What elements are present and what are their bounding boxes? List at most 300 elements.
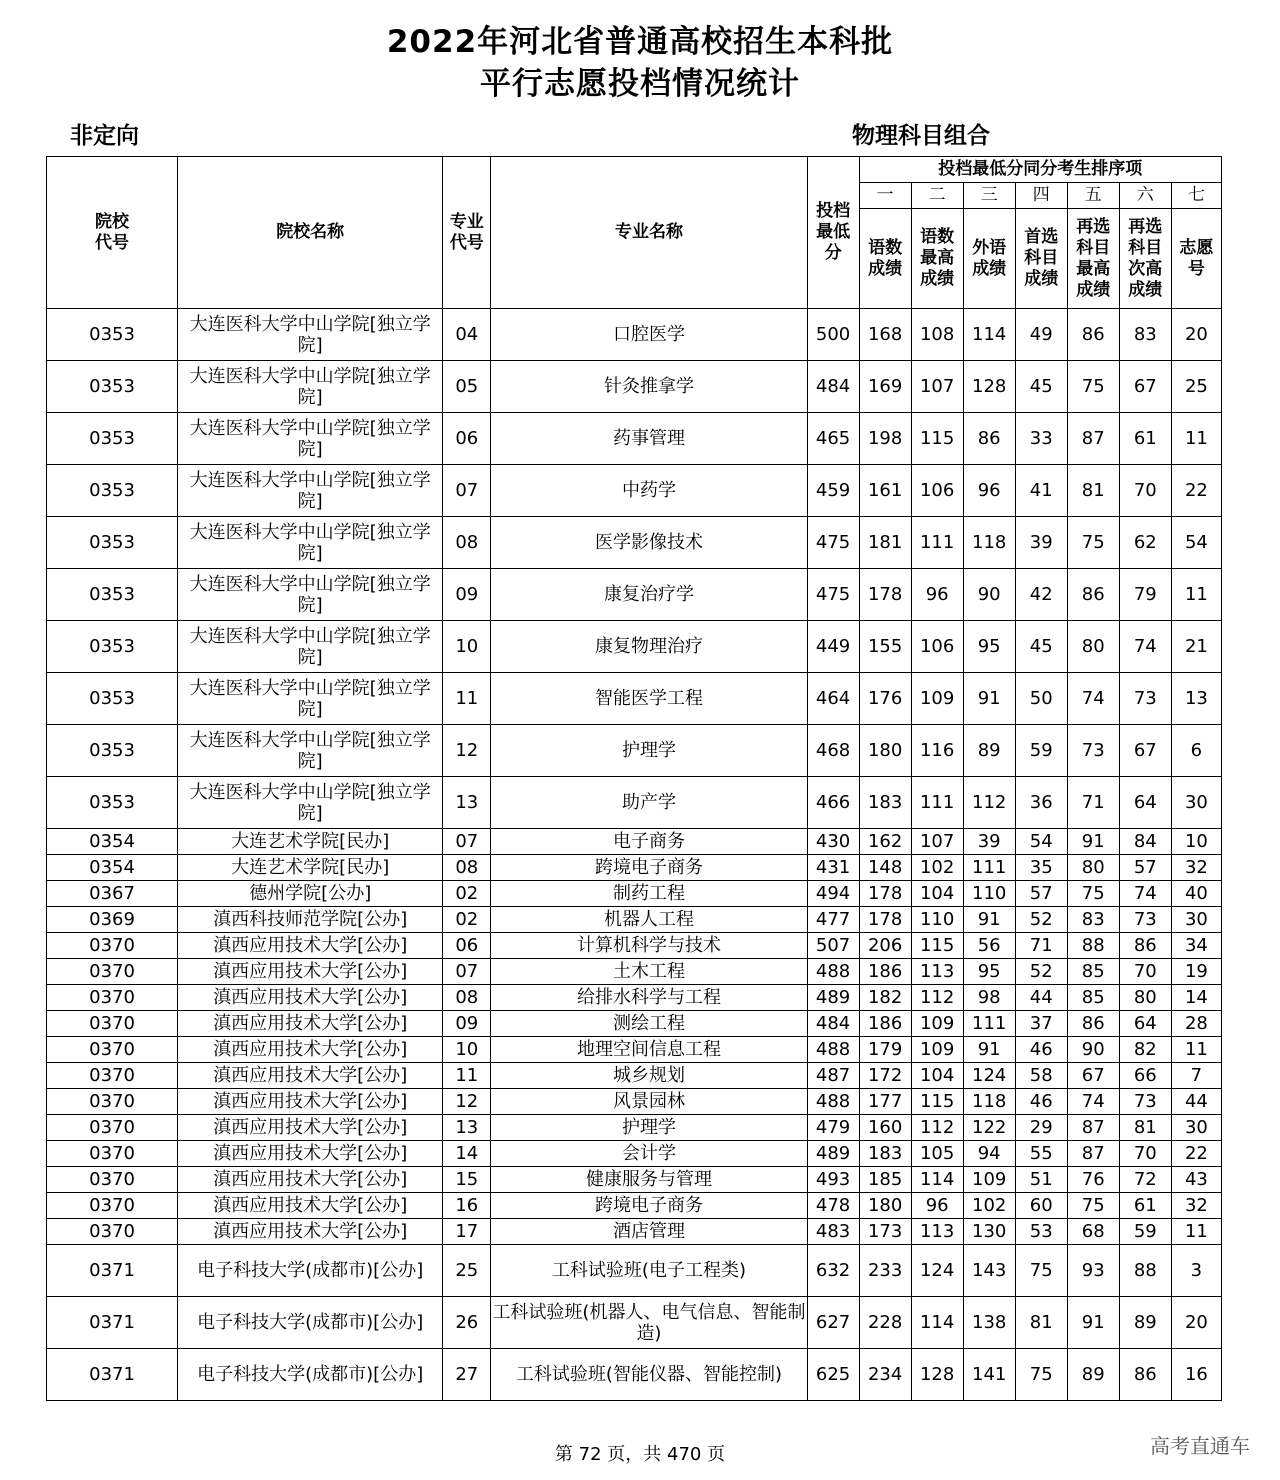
cell-first-subject: 75 <box>1015 1349 1067 1401</box>
cell-chinese-math: 180 <box>859 725 911 777</box>
cell-second-subject-next: 66 <box>1119 1063 1171 1089</box>
cell-foreign-language: 130 <box>963 1219 1015 1245</box>
cell-min-score: 487 <box>807 1063 859 1089</box>
header-criterion-6: 再选科目次高成绩 <box>1119 209 1171 309</box>
header-major-name: 专业名称 <box>491 157 807 309</box>
cell-major-name: 护理学 <box>491 1115 807 1141</box>
cell-first-subject: 52 <box>1015 959 1067 985</box>
table-row <box>47 1245 1222 1297</box>
table-row <box>47 309 1222 361</box>
cell-first-subject: 37 <box>1015 1011 1067 1037</box>
cell-major-code: 09 <box>443 569 491 621</box>
table-row <box>47 621 1222 673</box>
cell-first-subject: 35 <box>1015 855 1067 881</box>
cell-school-code: 0353 <box>47 673 178 725</box>
cell-second-subject-next: 86 <box>1119 1349 1171 1401</box>
cell-first-subject: 54 <box>1015 829 1067 855</box>
table-row <box>47 1297 1222 1349</box>
cell-chinese-math-max: 115 <box>911 413 963 465</box>
header-rank-3: 三 <box>963 183 1015 209</box>
cell-major-code: 26 <box>443 1297 491 1349</box>
cell-major-name: 康复治疗学 <box>491 569 807 621</box>
cell-min-score: 449 <box>807 621 859 673</box>
header-criterion-2: 语数最高成绩 <box>911 209 963 309</box>
cell-major-code: 06 <box>443 933 491 959</box>
cell-chinese-math: 179 <box>859 1037 911 1063</box>
cell-min-score: 477 <box>807 907 859 933</box>
cell-preference-no: 6 <box>1171 725 1221 777</box>
cell-second-subject-next: 70 <box>1119 1141 1171 1167</box>
cell-school-name: 大连医科大学中山学院[独立学院] <box>178 725 443 777</box>
cell-second-subject-next: 89 <box>1119 1297 1171 1349</box>
cell-preference-no: 30 <box>1171 777 1221 829</box>
header-criterion-3: 外语成绩 <box>963 209 1015 309</box>
cell-second-subject-next: 72 <box>1119 1167 1171 1193</box>
cell-foreign-language: 39 <box>963 829 1015 855</box>
cell-school-code: 0353 <box>47 517 178 569</box>
cell-first-subject: 44 <box>1015 985 1067 1011</box>
cell-chinese-math: 172 <box>859 1063 911 1089</box>
header-school-code: 院校代号 <box>47 157 178 309</box>
cell-school-name: 电子科技大学(成都市)[公办] <box>178 1297 443 1349</box>
cell-school-code: 0367 <box>47 881 178 907</box>
cell-second-subject-next: 74 <box>1119 881 1171 907</box>
admission-table <box>46 156 1222 1401</box>
cell-major-name: 地理空间信息工程 <box>491 1037 807 1063</box>
cell-major-code: 07 <box>443 959 491 985</box>
cell-major-name: 给排水科学与工程 <box>491 985 807 1011</box>
cell-second-subject-max: 75 <box>1067 1193 1119 1219</box>
header-rank-5: 五 <box>1067 183 1119 209</box>
table-row <box>47 1089 1222 1115</box>
cell-preference-no: 54 <box>1171 517 1221 569</box>
header-major-code: 专业代号 <box>443 157 491 309</box>
header-rank-4: 四 <box>1015 183 1067 209</box>
cell-preference-no: 7 <box>1171 1063 1221 1089</box>
cell-second-subject-next: 81 <box>1119 1115 1171 1141</box>
cell-min-score: 484 <box>807 1011 859 1037</box>
cell-chinese-math-max: 106 <box>911 621 963 673</box>
cell-second-subject-next: 61 <box>1119 413 1171 465</box>
cell-school-code: 0370 <box>47 1141 178 1167</box>
cell-second-subject-next: 70 <box>1119 465 1171 517</box>
cell-major-name: 针灸推拿学 <box>491 361 807 413</box>
cell-school-code: 0369 <box>47 907 178 933</box>
cell-min-score: 466 <box>807 777 859 829</box>
cell-min-score: 489 <box>807 985 859 1011</box>
cell-foreign-language: 138 <box>963 1297 1015 1349</box>
cell-foreign-language: 109 <box>963 1167 1015 1193</box>
cell-school-code: 0353 <box>47 361 178 413</box>
cell-second-subject-next: 57 <box>1119 855 1171 881</box>
cell-major-name: 酒店管理 <box>491 1219 807 1245</box>
cell-major-code: 10 <box>443 621 491 673</box>
cell-major-code: 04 <box>443 309 491 361</box>
cell-school-name: 滇西应用技术大学[公办] <box>178 933 443 959</box>
cell-major-name: 机器人工程 <box>491 907 807 933</box>
table-row <box>47 1167 1222 1193</box>
cell-chinese-math-max: 124 <box>911 1245 963 1297</box>
cell-second-subject-next: 79 <box>1119 569 1171 621</box>
cell-school-name: 滇西科技师范学院[公办] <box>178 907 443 933</box>
cell-major-name: 药事管理 <box>491 413 807 465</box>
cell-preference-no: 10 <box>1171 829 1221 855</box>
page-footer: 第 72 页，共 470 页 <box>554 1444 726 1465</box>
cell-chinese-math-max: 105 <box>911 1141 963 1167</box>
cell-min-score: 465 <box>807 413 859 465</box>
cell-foreign-language: 96 <box>963 465 1015 517</box>
table-row <box>47 1193 1222 1219</box>
cell-school-name: 滇西应用技术大学[公办] <box>178 1037 443 1063</box>
cell-major-name: 护理学 <box>491 725 807 777</box>
table-row <box>47 517 1222 569</box>
header-rank-6: 六 <box>1119 183 1171 209</box>
cell-major-code: 02 <box>443 907 491 933</box>
subject-group-label: 物理科目组合 <box>852 123 990 149</box>
table-row <box>47 1037 1222 1063</box>
cell-second-subject-max: 90 <box>1067 1037 1119 1063</box>
cell-min-score: 494 <box>807 881 859 907</box>
cell-major-code: 08 <box>443 855 491 881</box>
table-row <box>47 985 1222 1011</box>
cell-school-code: 0370 <box>47 959 178 985</box>
cell-major-name: 土木工程 <box>491 959 807 985</box>
cell-min-score: 488 <box>807 1089 859 1115</box>
header-rank-1: 一 <box>859 183 911 209</box>
cell-school-name: 大连医科大学中山学院[独立学院] <box>178 465 443 517</box>
cell-major-name: 医学影像技术 <box>491 517 807 569</box>
cell-foreign-language: 86 <box>963 413 1015 465</box>
cell-preference-no: 11 <box>1171 569 1221 621</box>
cell-first-subject: 50 <box>1015 673 1067 725</box>
cell-first-subject: 39 <box>1015 517 1067 569</box>
cell-foreign-language: 95 <box>963 621 1015 673</box>
cell-chinese-math: 183 <box>859 777 911 829</box>
cell-min-score: 627 <box>807 1297 859 1349</box>
cell-major-code: 12 <box>443 725 491 777</box>
cell-foreign-language: 94 <box>963 1141 1015 1167</box>
cell-school-code: 0370 <box>47 1219 178 1245</box>
cell-preference-no: 34 <box>1171 933 1221 959</box>
cell-foreign-language: 122 <box>963 1115 1015 1141</box>
table-row <box>47 465 1222 517</box>
cell-preference-no: 13 <box>1171 673 1221 725</box>
cell-first-subject: 58 <box>1015 1063 1067 1089</box>
cell-min-score: 489 <box>807 1141 859 1167</box>
cell-second-subject-next: 80 <box>1119 985 1171 1011</box>
table-header <box>47 157 1222 309</box>
cell-second-subject-max: 73 <box>1067 725 1119 777</box>
cell-second-subject-next: 73 <box>1119 907 1171 933</box>
cell-foreign-language: 141 <box>963 1349 1015 1401</box>
cell-preference-no: 25 <box>1171 361 1221 413</box>
table-row <box>47 1115 1222 1141</box>
cell-major-name: 计算机科学与技术 <box>491 933 807 959</box>
cell-chinese-math: 233 <box>859 1245 911 1297</box>
cell-first-subject: 55 <box>1015 1141 1067 1167</box>
cell-first-subject: 51 <box>1015 1167 1067 1193</box>
cell-major-code: 14 <box>443 1141 491 1167</box>
cell-first-subject: 57 <box>1015 881 1067 907</box>
cell-second-subject-max: 86 <box>1067 1011 1119 1037</box>
cell-second-subject-next: 64 <box>1119 777 1171 829</box>
cell-preference-no: 44 <box>1171 1089 1221 1115</box>
cell-chinese-math: 182 <box>859 985 911 1011</box>
header-tie-group: 投档最低分同分考生排序项 <box>859 157 1221 183</box>
cell-major-name: 电子商务 <box>491 829 807 855</box>
header-criterion-5: 再选科目最高成绩 <box>1067 209 1119 309</box>
cell-school-code: 0353 <box>47 777 178 829</box>
cell-major-code: 13 <box>443 1115 491 1141</box>
cell-chinese-math: 169 <box>859 361 911 413</box>
cell-second-subject-max: 85 <box>1067 985 1119 1011</box>
cell-min-score: 500 <box>807 309 859 361</box>
cell-second-subject-max: 76 <box>1067 1167 1119 1193</box>
cell-preference-no: 20 <box>1171 1297 1221 1349</box>
cell-first-subject: 71 <box>1015 933 1067 959</box>
cell-min-score: 475 <box>807 569 859 621</box>
cell-school-code: 0353 <box>47 465 178 517</box>
cell-chinese-math-max: 109 <box>911 673 963 725</box>
cell-foreign-language: 91 <box>963 907 1015 933</box>
cell-school-code: 0370 <box>47 1193 178 1219</box>
cell-major-name: 工科试验班(电子工程类) <box>491 1245 807 1297</box>
cell-chinese-math-max: 116 <box>911 725 963 777</box>
cell-major-code: 11 <box>443 1063 491 1089</box>
cell-preference-no: 30 <box>1171 1115 1221 1141</box>
cell-major-name: 城乡规划 <box>491 1063 807 1089</box>
cell-foreign-language: 90 <box>963 569 1015 621</box>
cell-foreign-language: 111 <box>963 1011 1015 1037</box>
cell-first-subject: 53 <box>1015 1219 1067 1245</box>
cell-chinese-math: 186 <box>859 959 911 985</box>
cell-chinese-math-max: 107 <box>911 829 963 855</box>
cell-second-subject-max: 88 <box>1067 933 1119 959</box>
cell-chinese-math-max: 104 <box>911 881 963 907</box>
cell-chinese-math-max: 114 <box>911 1167 963 1193</box>
cell-major-name: 工科试验班(智能仪器、智能控制) <box>491 1349 807 1401</box>
cell-chinese-math-max: 112 <box>911 1115 963 1141</box>
cell-foreign-language: 102 <box>963 1193 1015 1219</box>
table-row <box>47 725 1222 777</box>
cell-chinese-math-max: 113 <box>911 959 963 985</box>
cell-second-subject-max: 81 <box>1067 465 1119 517</box>
cell-school-code: 0353 <box>47 725 178 777</box>
cell-major-code: 05 <box>443 361 491 413</box>
cell-foreign-language: 91 <box>963 673 1015 725</box>
cell-school-name: 大连艺术学院[民办] <box>178 829 443 855</box>
cell-preference-no: 32 <box>1171 855 1221 881</box>
cell-major-name: 健康服务与管理 <box>491 1167 807 1193</box>
table-row <box>47 829 1222 855</box>
cell-school-name: 大连医科大学中山学院[独立学院] <box>178 361 443 413</box>
cell-first-subject: 33 <box>1015 413 1067 465</box>
cell-foreign-language: 112 <box>963 777 1015 829</box>
cell-min-score: 488 <box>807 1037 859 1063</box>
cell-second-subject-max: 86 <box>1067 309 1119 361</box>
table-row <box>47 1063 1222 1089</box>
cell-second-subject-next: 67 <box>1119 361 1171 413</box>
cell-chinese-math-max: 111 <box>911 517 963 569</box>
cell-school-name: 大连医科大学中山学院[独立学院] <box>178 413 443 465</box>
cell-major-code: 07 <box>443 829 491 855</box>
cell-school-code: 0371 <box>47 1297 178 1349</box>
table-row <box>47 907 1222 933</box>
cell-school-code: 0370 <box>47 1037 178 1063</box>
cell-school-code: 0370 <box>47 985 178 1011</box>
table-row <box>47 413 1222 465</box>
cell-preference-no: 30 <box>1171 907 1221 933</box>
cell-major-name: 制药工程 <box>491 881 807 907</box>
cell-chinese-math: 183 <box>859 1141 911 1167</box>
cell-school-code: 0370 <box>47 1089 178 1115</box>
cell-second-subject-max: 93 <box>1067 1245 1119 1297</box>
cell-school-name: 大连医科大学中山学院[独立学院] <box>178 673 443 725</box>
cell-major-code: 15 <box>443 1167 491 1193</box>
cell-second-subject-max: 83 <box>1067 907 1119 933</box>
cell-school-name: 大连医科大学中山学院[独立学院] <box>178 569 443 621</box>
page-title-line2: 平行志愿投档情况统计 <box>480 66 800 102</box>
cell-major-name: 跨境电子商务 <box>491 1193 807 1219</box>
cell-chinese-math-max: 102 <box>911 855 963 881</box>
cell-min-score: 483 <box>807 1219 859 1245</box>
cell-second-subject-next: 86 <box>1119 933 1171 959</box>
cell-major-name: 中药学 <box>491 465 807 517</box>
cell-school-name: 电子科技大学(成都市)[公办] <box>178 1349 443 1401</box>
header-criterion-7: 志愿号 <box>1171 209 1221 309</box>
cell-second-subject-max: 87 <box>1067 413 1119 465</box>
table-row <box>47 933 1222 959</box>
cell-preference-no: 16 <box>1171 1349 1221 1401</box>
cell-first-subject: 60 <box>1015 1193 1067 1219</box>
cell-second-subject-max: 67 <box>1067 1063 1119 1089</box>
cell-preference-no: 40 <box>1171 881 1221 907</box>
cell-chinese-math: 176 <box>859 673 911 725</box>
header-rank-7: 七 <box>1171 183 1221 209</box>
cell-chinese-math-max: 114 <box>911 1297 963 1349</box>
cell-second-subject-next: 74 <box>1119 621 1171 673</box>
cell-second-subject-next: 88 <box>1119 1245 1171 1297</box>
cell-chinese-math: 185 <box>859 1167 911 1193</box>
cell-min-score: 507 <box>807 933 859 959</box>
cell-foreign-language: 124 <box>963 1063 1015 1089</box>
cell-foreign-language: 91 <box>963 1037 1015 1063</box>
cell-chinese-math: 180 <box>859 1193 911 1219</box>
cell-preference-no: 21 <box>1171 621 1221 673</box>
cell-major-code: 06 <box>443 413 491 465</box>
cell-school-name: 大连医科大学中山学院[独立学院] <box>178 621 443 673</box>
cell-second-subject-max: 89 <box>1067 1349 1119 1401</box>
cell-school-code: 0371 <box>47 1245 178 1297</box>
cell-school-name: 德州学院[公办] <box>178 881 443 907</box>
cell-min-score: 479 <box>807 1115 859 1141</box>
cell-second-subject-next: 83 <box>1119 309 1171 361</box>
cell-min-score: 625 <box>807 1349 859 1401</box>
page-title-line1: 2022年河北省普通高校招生本科批 <box>386 24 894 60</box>
cell-chinese-math: 206 <box>859 933 911 959</box>
cell-chinese-math-max: 96 <box>911 1193 963 1219</box>
cell-min-score: 488 <box>807 959 859 985</box>
cell-school-code: 0353 <box>47 621 178 673</box>
cell-chinese-math: 228 <box>859 1297 911 1349</box>
table-row <box>47 1349 1222 1401</box>
table-row <box>47 855 1222 881</box>
cell-chinese-math: 178 <box>859 569 911 621</box>
watermark: 高考直通车 <box>1150 1434 1250 1458</box>
cell-major-code: 08 <box>443 985 491 1011</box>
cell-first-subject: 46 <box>1015 1089 1067 1115</box>
cell-preference-no: 43 <box>1171 1167 1221 1193</box>
cell-foreign-language: 114 <box>963 309 1015 361</box>
cell-second-subject-next: 64 <box>1119 1011 1171 1037</box>
cell-preference-no: 11 <box>1171 1219 1221 1245</box>
cell-chinese-math-max: 109 <box>911 1011 963 1037</box>
header-criterion-1: 语数成绩 <box>859 209 911 309</box>
table-row <box>47 959 1222 985</box>
cell-major-code: 12 <box>443 1089 491 1115</box>
cell-second-subject-max: 87 <box>1067 1115 1119 1141</box>
cell-second-subject-next: 59 <box>1119 1219 1171 1245</box>
cell-major-code: 17 <box>443 1219 491 1245</box>
cell-school-code: 0370 <box>47 1167 178 1193</box>
cell-first-subject: 75 <box>1015 1245 1067 1297</box>
cell-school-name: 大连医科大学中山学院[独立学院] <box>178 309 443 361</box>
cell-school-name: 电子科技大学(成都市)[公办] <box>178 1245 443 1297</box>
cell-second-subject-next: 62 <box>1119 517 1171 569</box>
cell-chinese-math-max: 106 <box>911 465 963 517</box>
cell-school-name: 滇西应用技术大学[公办] <box>178 1219 443 1245</box>
cell-foreign-language: 110 <box>963 881 1015 907</box>
cell-second-subject-max: 75 <box>1067 361 1119 413</box>
cell-min-score: 430 <box>807 829 859 855</box>
cell-chinese-math-max: 96 <box>911 569 963 621</box>
header-criterion-4: 首选科目成绩 <box>1015 209 1067 309</box>
cell-min-score: 493 <box>807 1167 859 1193</box>
cell-foreign-language: 128 <box>963 361 1015 413</box>
cell-min-score: 431 <box>807 855 859 881</box>
table-row <box>47 361 1222 413</box>
cell-first-subject: 41 <box>1015 465 1067 517</box>
cell-second-subject-max: 87 <box>1067 1141 1119 1167</box>
cell-school-code: 0353 <box>47 413 178 465</box>
cell-preference-no: 19 <box>1171 959 1221 985</box>
cell-chinese-math: 148 <box>859 855 911 881</box>
cell-major-code: 08 <box>443 517 491 569</box>
cell-first-subject: 49 <box>1015 309 1067 361</box>
cell-chinese-math: 161 <box>859 465 911 517</box>
cell-major-name: 会计学 <box>491 1141 807 1167</box>
cell-preference-no: 32 <box>1171 1193 1221 1219</box>
cell-chinese-math: 186 <box>859 1011 911 1037</box>
header-rank-2: 二 <box>911 183 963 209</box>
header-min-score: 投档最低分 <box>807 157 859 309</box>
cell-major-name: 康复物理治疗 <box>491 621 807 673</box>
cell-chinese-math: 168 <box>859 309 911 361</box>
cell-major-code: 13 <box>443 777 491 829</box>
cell-foreign-language: 89 <box>963 725 1015 777</box>
cell-school-name: 滇西应用技术大学[公办] <box>178 985 443 1011</box>
table-row <box>47 881 1222 907</box>
cell-school-code: 0354 <box>47 829 178 855</box>
cell-major-name: 智能医学工程 <box>491 673 807 725</box>
cell-major-code: 02 <box>443 881 491 907</box>
cell-second-subject-next: 70 <box>1119 959 1171 985</box>
cell-school-name: 滇西应用技术大学[公办] <box>178 959 443 985</box>
cell-chinese-math-max: 115 <box>911 933 963 959</box>
cell-min-score: 478 <box>807 1193 859 1219</box>
cell-second-subject-max: 80 <box>1067 621 1119 673</box>
cell-second-subject-max: 74 <box>1067 1089 1119 1115</box>
